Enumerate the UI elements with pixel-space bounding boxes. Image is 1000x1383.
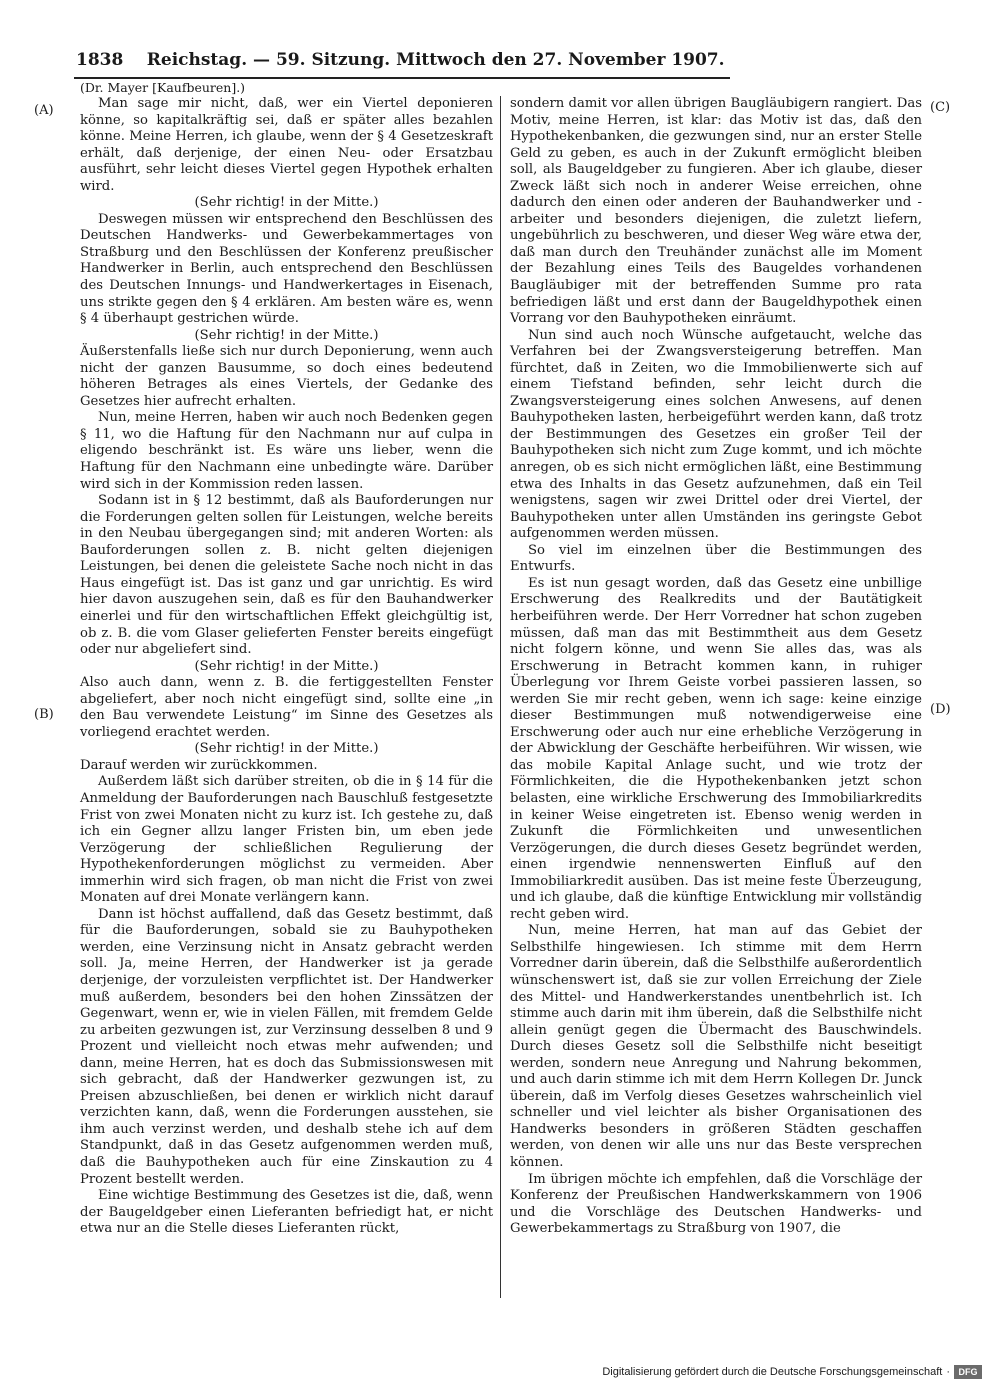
applause-note: (Sehr richtig! in der Mitte.) [194, 658, 379, 674]
speaker-label: (Dr. Mayer [Kaufbeuren].) [80, 80, 246, 95]
column-divider [500, 96, 501, 1298]
paragraph: Nun, meine Herren, hat man auf das Gebiet der Selbsthilfe hingewiesen. Ich stimme mit dem Herrn Vorredner darin überein, daß die Selbsthilfe außerordentlich wünschenswert ist, daß sie zur vollen Erreichung der Ziele des Mittel- und Handwerkerstandes unentbehrlich ist. Ich stimme auch darin mit ihm überein, daß die Selbsthilfe nicht allein genügt gegen die Übermacht des Bauschwindels. Durch dieses Gesetz soll die Selbsthilfe nicht beseitigt werden, sondern neue Anregung und Nahrung bekommen, und auch darin stimme ich mit dem Herrn Kollegen Dr. Junck überein, daß im Verfolg dieses Gesetzes wahrscheinlich viel schneller und viel leichter als bisher Organisationen des Handwerks besonders in größeren Städten geschaffen werden, von denen wir alle uns nur das Beste versprechen können. [510, 923, 922, 1170]
header-rule [74, 77, 730, 79]
paragraph: Also auch dann, wenn z. B. die fertiggestellten Fenster abgeliefert, aber noch nicht eingefügt sind, sollte eine „in den Bau verwendete Leistung“ im Sinne des Gesetzes als vorliegend erachtet werden. [80, 675, 493, 740]
paragraph: Es ist nun gesagt worden, daß das Gesetz eine unbillige Erschwerung des Realkredits und der Bautätigkeit herbeiführen werde. Der Herr Vorredner hat schon zugeben müssen, daß man das mit Bestimmtheit aus dem Gesetz nicht folgern könne, und wenn Sie alles das, was als Erschwerung in Betracht kommen kann, in ruhiger Überlegung vor Ihrem Geiste vorbei passieren lassen, so werden Sie mir recht geben, wenn ich sage: keine einzige dieser Bestimmungen muß notwendigerweise eine Erschwerung oder auch nur eine erhebliche Verzögerung in der Abwicklung der Geschäfte herbeiführen. Wir wissen, wie das mobile Kapital Anlage sucht, und wie trotz der Förmlichkeiten, die die Hypothekenbanken jetzt schon belasten, eine wirkliche Erschwerung des Immobiliarkredits in keiner Weise eingetreten ist. Ebenso wenig werden in Zukunft die Förmlichkeiten und unwesentlichen Verzögerungen, die durch dieses Gesetz begründet werden, einen irgendwie nennenswerten Einfluß auf den Immobiliarkredit ausüben. Das ist meine feste Überzeugung, und ich glaube, daß die künftige Entwicklung mir vollständig recht geben wird. [510, 575, 922, 922]
margin-marker-c: (C) [930, 100, 951, 115]
paragraph: So viel im einzelnen über die Bestimmungen des Entwurfs. [510, 542, 922, 575]
margin-marker-a: (A) [34, 103, 54, 118]
margin-marker-b: (B) [34, 707, 54, 722]
paragraph: Darauf werden wir zurückkommen. [80, 757, 318, 773]
paragraph: Deswegen müssen wir entsprechend den Beschlüssen des Deutschen Handwerks- und Gewerbekammertages von Straßburg und den Beschlüssen der Konferenz preußischer Handwerker in Berlin, auch entsprechend den Beschlüssen des Deutschen Innungs- und Handwerkertages in Eisenach, uns strikte gegen den § 4 erklären. Am besten wäre es, wenn § 4 überhaupt gestrichen würde. [80, 211, 493, 327]
paragraph: Sodann ist in § 12 bestimmt, daß als Bauforderungen nur die Forderungen gelten sollen für Leistungen, welche bereits in den Neubau übergegangen sind; mit anderen Worten: als Bauforderungen sollen z. B. nicht gelten diejenigen Leistungen, bei denen die geleistete Sache noch nicht in das Haus eingefügt ist. Das ist ganz und gar unrichtig. Es wird hier davon auszugehen sein, daß es für den Bauhandwerker einerlei und für den wirtschaftlichen Effekt gleichgültig ist, ob z. B. die vom Glaser gelieferten Fenster bereits eingefügt oder nur abgeliefert sind. [80, 493, 493, 658]
footer: Digitalisierung gefördert durch die Deutsche Forschungsgemeinschaft · DFG [602, 1365, 982, 1379]
right-column [510, 96, 922, 1238]
left-column [80, 96, 493, 1238]
page-header [76, 50, 728, 78]
dfg-logo: DFG [954, 1365, 982, 1379]
paragraph: Dann ist höchst auffallend, daß das Gesetz bestimmt, daß für die Bauforderungen, sobald sie zu Bauhypotheken werden, eine Verzinsung nicht in Ansatz gebracht werden soll. Ja, meine Herren, der Handwerker ist ja gerade derjenige, der vorzuleisten verpflichtet ist. Der Handwerker muß außerdem, besonders bei den hohen Zinssätzen der Gegenwart, wenn er, wie in vielen Fällen, mit fremdem Gelde zu arbeiten gezwungen ist, zur Verzinsung desselben 8 und 9 Prozent und vielleicht noch etwas mehr aufwenden; und dann, meine Herren, hat es doch das Submissionswesen mit sich gebracht, daß der Handwerker gezwungen ist, zu Preisen abzuschließen, bei denen er wirklich nicht darauf verzichten kann, daß, wenn die Forderungen ausstehen, sie ihm auch verzinst werden, und deshalb stehe ich auf dem Standpunkt, daß in das Gesetz aufgenommen werden muß, daß die Bauhypotheken auch für eine Zinskaution zu 4 Prozent bestellt werden. [80, 906, 493, 1187]
paragraph: Nun sind auch noch Wünsche aufgetaucht, welche das Verfahren bei der Zwangsversteigerung betreffen. Man fürchtet, daß in Zeiten, wo die Immobilienwerte sich auf einem Tiefstand befinden, sehr leicht durch die Zwangsversteigerung eines solchen Anwesens, auf denen Bauhypotheken lasten, herbeigeführt werden kann, daß trotz der Bestimmungen des Gesetzes ein großer Teil der Bauhypotheken sich nicht zum Zuge kommt, und ich möchte anregen, ob es sich nicht ermöglichen läßt, eine Bestimmung etwa des Inhalts in das Gesetz aufzunehmen, daß ein Teil wenigstens, sagen wir zwei Drittel oder drei Viertel, der Bauhypotheken unter allen Umständen ins geringste Gebot aufgenommen werden müssen. [510, 327, 922, 542]
page-title: Reichstag. — 59. Sitzung. Mittwoch den 27. November 1907. [146, 50, 725, 70]
applause-note: (Sehr richtig! in der Mitte.) [194, 741, 379, 757]
paragraph: sondern damit vor allen übrigen Baugläubigern rangiert. Das Motiv, meine Herren, ist klar: das Motiv ist das, daß den Hypothekenbanken, die gezwungen sind, nur an erster Stelle Geld zu geben, es auch in der Zukunft ermöglicht bleiben soll, als Baugeldgeber zu fungieren. Aber ich glaube, dieser Zweck läßt sich noch in anderer Weise erreichen, ohne dadurch den einen oder anderen der Bauhandwerker und -arbeiter und besonders diejenigen, die zuletzt liefern, ungebührlich zu beschweren, und dieser Weg wäre etwa der, daß man durch den Treuhänder zunächst alle im Moment der Bezahlung eines Teils des Baugeldes vorhandenen Baugläubiger mit der betreffenden Summe pro rata befriedigen läßt und erst dann der Baugeldhypothek einen Vorrang vor den Bauhypotheken einräumt. [510, 96, 922, 327]
page-number: 1838 [76, 50, 124, 70]
paragraph: Äußerstenfalls ließe sich nur durch Deponierung, wenn auch nicht der ganzen Bausumme, so doch eines bedeutend höheren Betrages als eines Viertels, der Gedanke des Gesetzes hier aufrecht erhalten. [80, 344, 493, 409]
paragraph: Im übrigen möchte ich empfehlen, daß die Vorschläge der Konferenz der Preußischen Handwerkskammern von 1906 und die Vorschläge des Deutschen Handwerks- und Gewerbekammertags zu Straßburg von 1907, die [510, 1171, 922, 1237]
applause-note: (Sehr richtig! in der Mitte.) [194, 327, 379, 343]
footer-text: Digitalisierung gefördert durch die Deutsche Forschungsgemeinschaft [602, 1366, 943, 1378]
applause-note: (Sehr richtig! in der Mitte.) [194, 195, 379, 211]
paragraph: Nun, meine Herren, haben wir auch noch Bedenken gegen § 11, wo die Haftung für den Nachmann nur auf culpa in eligendo beschränkt ist. Es wäre uns lieber, wenn die Haftung für den Nachmann eine unbedingte wäre. Darüber wird sich in der Kommission reden lassen. [80, 410, 493, 492]
paragraph: Außerdem läßt sich darüber streiten, ob die in § 14 für die Anmeldung der Bauforderungen nach Bauschluß festgesetzte Frist von zwei Monaten nicht zu kurz ist. Ich gestehe zu, daß ich ein Gegner allzu langer Fristen bin, um eben jede Verzögerung der schließlichen Regulierung der Hypothekenforderungen möglichst zu vermeiden. Aber immerhin wird sich fragen, ob man nicht die Frist von zwei Monaten auf drei Monate verlängern kann. [80, 774, 493, 906]
paragraph: Man sage mir nicht, daß, wer ein Viertel deponieren könne, so kapitalkräftig sei, daß er später alles bezahlen könne. Meine Herren, ich glaube, wenn der § 4 Gesetzeskraft erhält, daß derjenige, der einen Neu- oder Ersatzbau ausführt, sehr leicht dieses Viertel gegen Hypothek erhalten wird. [80, 96, 493, 194]
margin-marker-d: (D) [930, 702, 951, 717]
paragraph: Eine wichtige Bestimmung des Gesetzes ist die, daß, wenn der Baugeldgeber einen Lieferanten befriedigt hat, er nicht etwa nur an die Stelle dieses Lieferanten rückt, [80, 1188, 493, 1237]
